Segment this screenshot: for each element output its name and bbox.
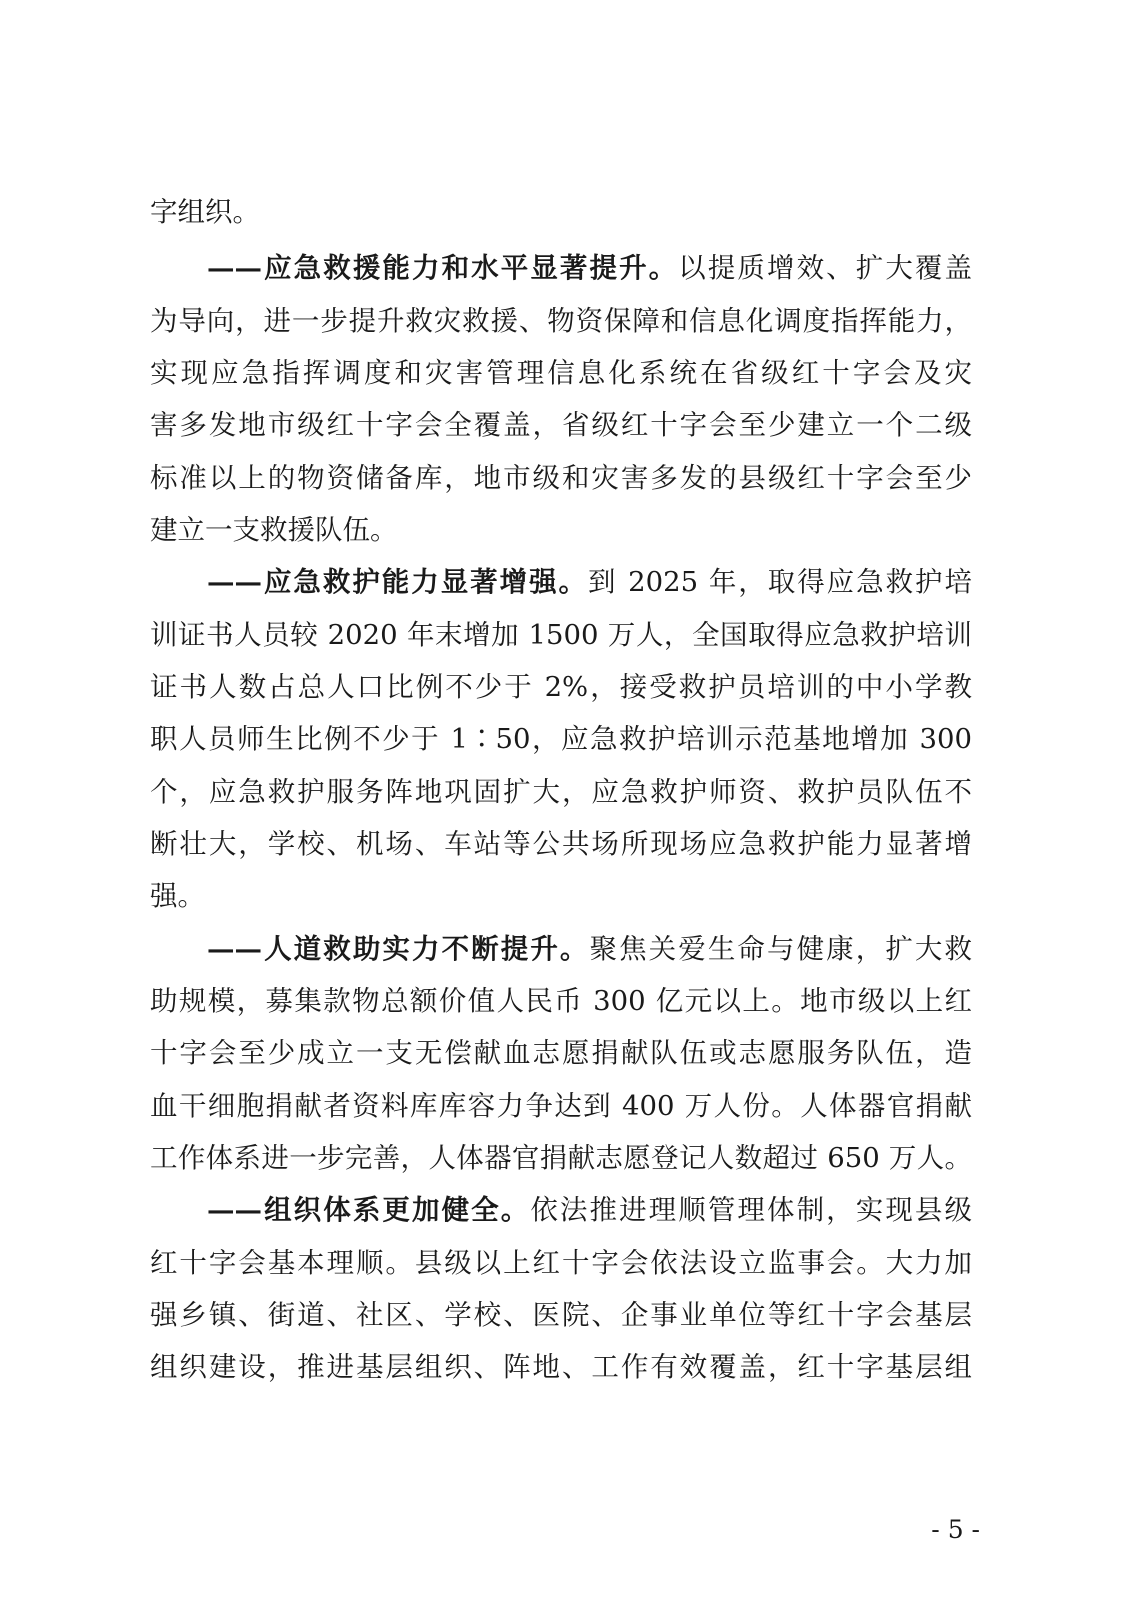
text-line: 组织建设，推进基层组织、阵地、工作有效覆盖，红十字基层组: [150, 1351, 972, 1383]
page-number: - 5 -: [931, 1515, 980, 1544]
text-line: 红十字会基本理顺。县级以上红十字会依法设立监事会。大力加: [150, 1247, 972, 1279]
section-heading: ——应急救援能力和水平显著提升。: [207, 252, 679, 284]
section-heading: ——组织体系更加健全。: [207, 1194, 531, 1226]
section-heading-line: ——应急救护能力显著增强。到 2025 年，取得应急救护培: [207, 566, 972, 598]
text-line: 为导向，进一步提升救灾救援、物资保障和信息化调度指挥能力，: [150, 305, 972, 337]
section-heading: ——人道救助实力不断提升。: [207, 933, 590, 965]
text-line: 十字会至少成立一支无偿献血志愿捐献队伍或志愿服务队伍，造: [150, 1037, 972, 1069]
section-heading-line: ——人道救助实力不断提升。聚焦关爱生命与健康，扩大救: [207, 933, 972, 965]
section-heading-line: ——应急救援能力和水平显著提升。以提质增效、扩大覆盖: [207, 252, 972, 284]
text-line: 实现应急指挥调度和灾害管理信息化系统在省级红十字会及灾: [150, 357, 972, 389]
text-line: 断壮大，学校、机场、车站等公共场所现场应急救护能力显著增: [150, 828, 972, 860]
text-line: 助规模，募集款物总额价值人民币 300 亿元以上。地市级以上红: [150, 985, 972, 1017]
text-line: 训证书人员较 2020 年末增加 1500 万人，全国取得应急救护培训: [150, 619, 972, 651]
text-line: 害多发地市级红十字会全覆盖，省级红十字会至少建立一个二级: [150, 409, 972, 441]
section-heading-line: ——组织体系更加健全。依法推进理顺管理体制，实现县级: [207, 1194, 972, 1226]
text-line: 标准以上的物资储备库，地市级和灾害多发的县级红十字会至少: [150, 462, 972, 494]
text-line: 强乡镇、街道、社区、学校、医院、企事业单位等红十字会基层: [150, 1299, 972, 1331]
text-line: 建立一支救援队伍。: [150, 514, 398, 546]
text-line: 字组织。: [150, 196, 260, 228]
text-line: 强。: [150, 880, 205, 912]
text-line: 证书人数占总人口比例不少于 2%，接受救护员培训的中小学教: [150, 671, 972, 703]
text-line: 职人员师生比例不少于 1∶50，应急救护培训示范基地增加 300: [150, 723, 972, 755]
text-line: 血干细胞捐献者资料库库容力争达到 400 万人份。人体器官捐献: [150, 1090, 972, 1122]
text-line: 个，应急救护服务阵地巩固扩大，应急救护师资、救护员队伍不: [150, 776, 972, 808]
section-heading: ——应急救护能力显著增强。: [207, 566, 588, 598]
text-line: 工作体系进一步完善，人体器官捐献志愿登记人数超过 650 万人。: [150, 1142, 972, 1174]
